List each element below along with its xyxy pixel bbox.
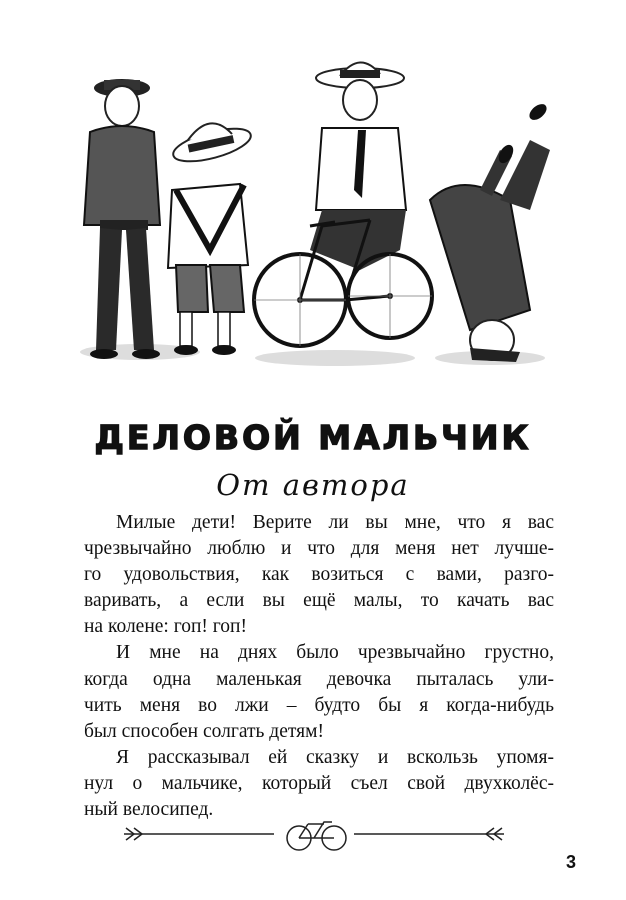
text-line: чить меня во лжи – будто бы я когда-нибудь [84, 694, 554, 716]
text-line: И мне на днях было чрезвычайно грустно, [116, 642, 554, 664]
text-line: ный велосипед. [84, 799, 214, 821]
text-line: когда одна маленькая девочка пыталась ули- [84, 668, 554, 690]
text-line: Милые дети! Верите ли вы мне, что я вас [116, 512, 554, 533]
boy-on-bicycle [254, 62, 432, 346]
boy-doing-handstand [430, 101, 550, 362]
boys-illustration [60, 50, 560, 380]
text-line: Я рассказывал ей сказку и вскользь упомя- [116, 746, 554, 768]
boy-with-straw-hat [168, 122, 254, 355]
body-text [84, 510, 554, 823]
chapter-subtitle: От автора [216, 468, 410, 502]
text-line: нул о мальчике, который съел свой двухколёс- [84, 772, 554, 794]
boy-with-cap [84, 79, 160, 359]
page-number: 3 [566, 852, 577, 872]
text-line: го удовольствия, как возиться с вами, разго- [84, 564, 554, 586]
text-line: варивать, а если вы ещё малы, то качать вас [84, 590, 554, 612]
chapter-title: ДЕЛОВОЙ МАЛЬЧИК [94, 418, 532, 457]
text-line: был способен солгать детям! [84, 720, 324, 742]
text-line: на колене: гоп! гоп! [84, 616, 247, 638]
bicycle-ornament-icon [124, 808, 504, 856]
text-line: чрезвычайно люблю и что для меня нет лучше- [84, 538, 554, 560]
